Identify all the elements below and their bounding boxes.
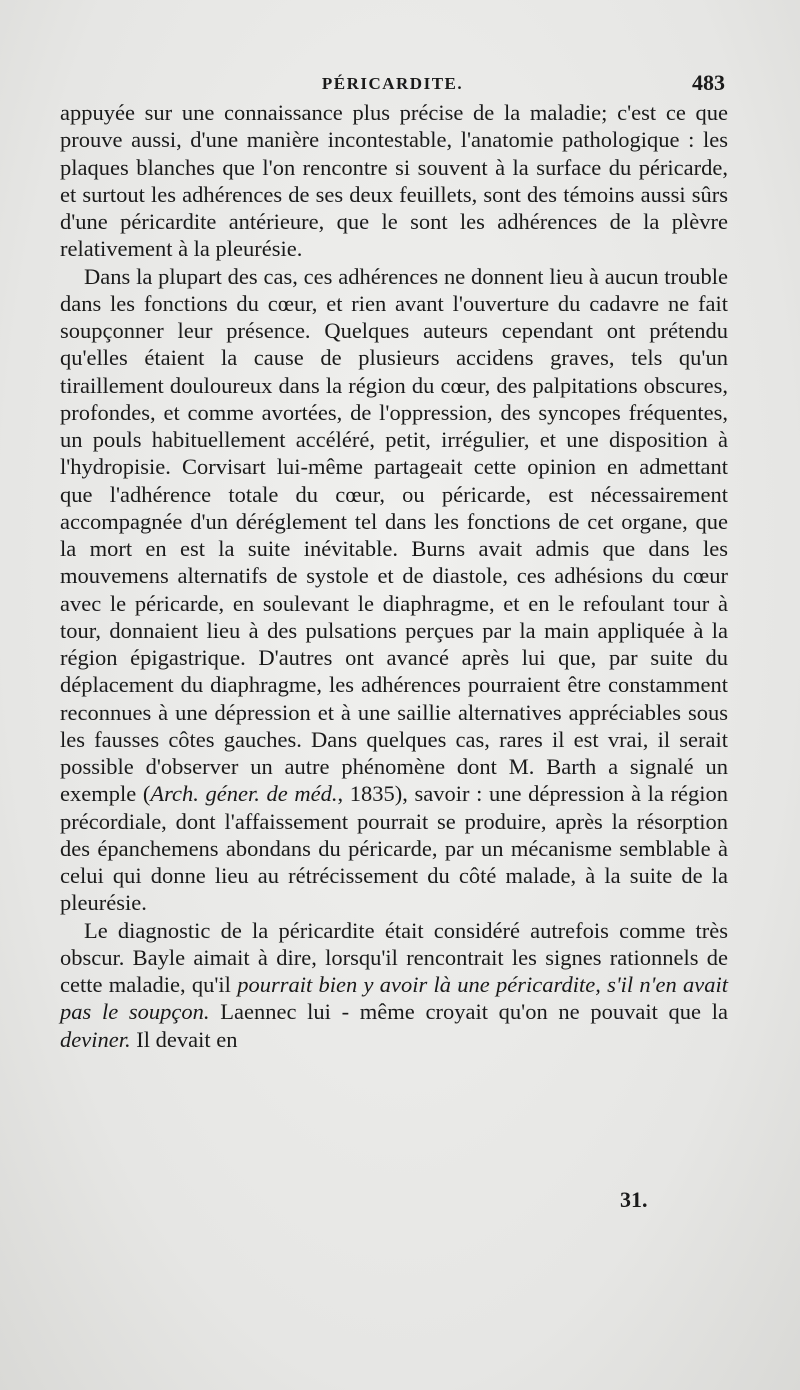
paragraph-2-text-b: , 1835), savoir : une dépression à la région précordiale, dont l'affaissement pourrait se produire, après la résorption des épanchemens abondans du péricarde, par un mécanisme semblable à celui qui donne lieu au rétrécissement du côté malade, à la suite de la pleurésie.	[60, 781, 728, 916]
paragraph-2	[60, 263, 728, 917]
paragraph-1-text: appuyée sur une connaissance plus précise de la maladie; c'est ce que prouve aussi, d'une manière incontestable, l'anatomie pathologique : les plaques blanches que l'on rencontre si souvent à la surface du péricarde, et surtout les adhérences de ses deux feuillets, sont des témoins aussi sûrs d'une péricardite antérieure, que le sont les adhérences de la plèvre relativement à la pleurésie.	[60, 100, 728, 262]
citation-italic: Arch. géner. de méd.	[150, 781, 338, 807]
signature-mark: 31.	[620, 1187, 648, 1212]
paragraph-3-text-b: Laennec lui - même croyait qu'on ne pouvait que la	[209, 999, 728, 1025]
deviner-italic: deviner.	[60, 1026, 131, 1052]
running-head	[60, 70, 725, 100]
paragraph-3-text-c: Il devait en	[130, 1026, 238, 1052]
paragraph-3	[60, 917, 728, 1053]
quote-italic: pourrait bien y avoir là une péricardite, s'il n'en avait pas le soupçon.	[60, 972, 728, 1025]
paragraph-2-text-a: Dans la plupart des cas, ces adhérences ne donnent lieu à aucun trouble dans les fonctions du cœur, et rien avant l'ouverture du cadavre ne fait soupçonner leur présence. Quelques auteurs cependant ont prétendu qu'elles étaient la cause de plusieurs accidens graves, tels qu'un tiraillement douloureux dans la région du cœur, des palpitations obscures, profondes, et comme avortées, de l'oppression, des syncopes fréquentes, un pouls habituellement accéléré, petit, irrégulier, et une disposition à l'hydropisie. Corvisart lui-même partageait cette opinion en admettant que l'adhérence totale du cœur, ou péricarde, est nécessairement accompagnée d'un déréglement tel dans les fonctions de cet organe, que la mort en est la suite inévitable. Burns avait admis que dans les mouvemens alternatifs de systole et de diastole, ces adhésions du cœur avec le péricarde, en soulevant le diaphragme, et en le refoulant tour à tour, donnaient lieu à des pulsations perçues par la main appliquée à la région épigastrique. D'autres ont avancé après lui que, par suite du déplacement du diaphragme, les adhérences pourraient être constamment reconnues à une dépression et à une saillie alternatives appréciables sous les fausses côtes gauches. Dans quelques cas, rares il est vrai, il serait possible d'observer un autre phénomène dont M. Barth a signalé un exemple (	[60, 263, 728, 807]
paragraph-1	[60, 99, 728, 263]
page-number: 483	[692, 70, 725, 95]
body-text	[60, 99, 728, 1053]
paragraph-3-text-a: Le diagnostic de la péricardite était considéré autrefois comme très obscur. Bayle aimait à dire, lorsqu'il rencontrait les signes rationnels de cette maladie, qu'il	[60, 917, 728, 997]
page-title: PÉRICARDITE.	[321, 74, 464, 93]
